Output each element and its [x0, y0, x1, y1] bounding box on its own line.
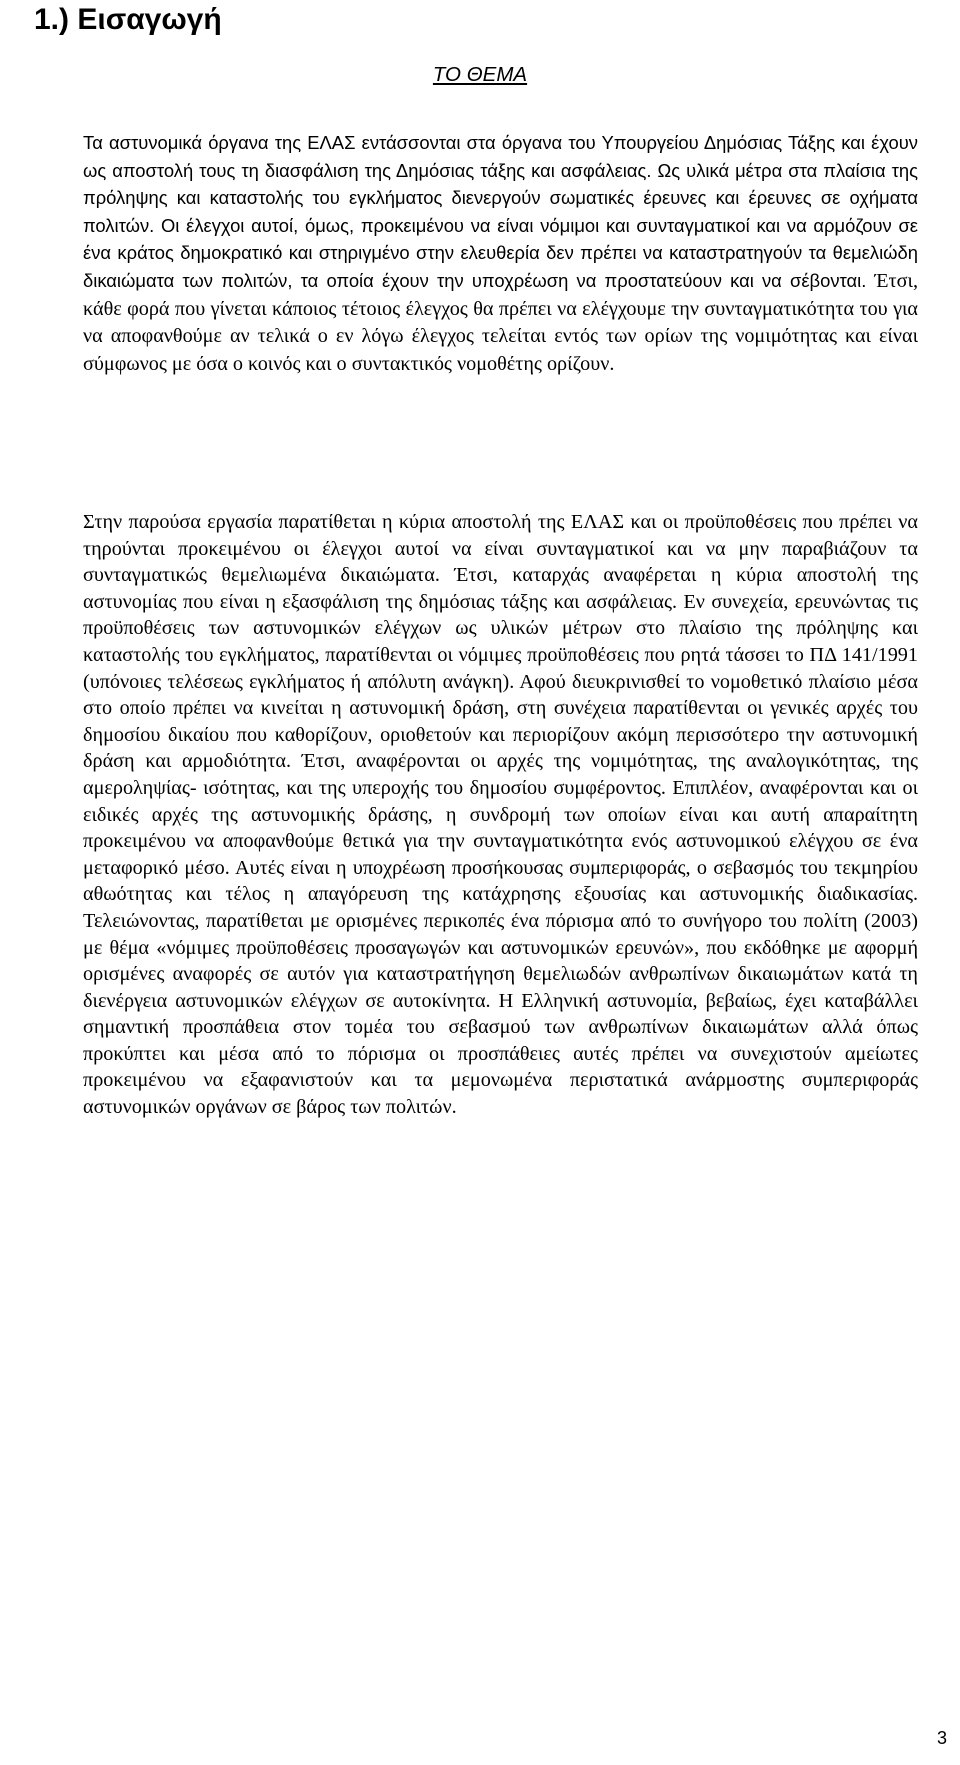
paragraph-1	[5, 130, 918, 378]
paragraph-1-sans-text: Τα αστυνομικά όργανα της ΕΛΑΣ εντάσσονται στα όργανα του Υπουργείου Δημόσιας Τάξης και έχουν ως αποστολή τους τη διασφάλιση της Δημόσιας τάξης και ασφάλειας. Ως υλικά μέτρα στα πλαίσια της πρόληψης και καταστολής του εγκλήματος διενεργούν σωματικές έρευνες και έρευνες σε οχήματα πολιτών. Οι έλεγχοι αυτοί, όμως, προκειμένου να είναι νόμιμοι και συνταγματικοί και να αρμόζουν σε ένα κράτος δημοκρατικό και στηριγμένο στην ελευθερία δεν πρέπει να καταστρατηγούν τα θεμελιώδη δικαιώματα των πολιτών, τα οποία έχουν την υποχρέωση να προστατεύουν και να σέβονται.	[83, 132, 918, 291]
section-heading: 1.) Εισαγωγή	[34, 3, 222, 36]
section-subtitle: ΤΟ ΘΕΜΑ	[432, 63, 528, 86]
page-number: 3	[936, 1728, 947, 1748]
paragraph-1-serif-text: Έτσι, κάθε φορά που γίνεται κάποιος τέτοιος έλεγχος θα πρέπει να ελέγχουμε την συνταγματικότητα του για να αποφανθούμε αν τελικά ο εν λόγω έλεγχος τελείται εντός των ορίων της νομιμότητας και είναι σύμφωνος με όσα ο κοινός και ο συντακτικός νομοθέτης ορίζουν.	[83, 269, 918, 375]
paragraph-2: Στην παρούσα εργασία παρατίθεται η κύρια αποστολή της ΕΛΑΣ και οι προϋποθέσεις που πρέπει να τηρούνται προκειμένου οι έλεγχοι αυτοί να είναι συνταγματικοί και να μην παραβιάζουν τα συνταγματικώς θεμελιωμένα δικαιώματα. Έτσι, καταρχάς αναφέρεται η κύρια αποστολή της αστυνομίας που είναι η εξασφάλιση της δημόσιας τάξης και ασφάλειας. Εν συνεχεία, ερευνώντας τις προϋποθέσεις των αστυνομικών ελέγχων ως υλικών μέτρων στο πλαίσιο της πρόληψης και καταστολής του εγκλήματος, παρατίθενται οι νόμιμες προϋποθέσεις που ρητά τάσσει το ΠΔ 141/1991 (υπόνοιες τελέσεως εγκλήματος ή απόλυτη ανάγκη). Αφού διευκρινισθεί το νομοθετικό πλαίσιο μέσα στο οποίο πρέπει να κινείται η αστυνομική δράση, στη συνέχεια παρατίθενται οι γενικές αρχές του δημοσίου δικαίου που καθορίζουν, οριοθετούν και περιορίζουν ακόμη περισσότερο την αστυνομική δράση και αρμοδιότητα. Έτσι, αναφέρονται οι αρχές της νομιμότητας, της αναλογικότητας, της αμεροληψίας- ισότητας, και της υπεροχής του δημοσίου συμφέροντος. Επιπλέον, αναφέρονται και οι ειδικές αρχές της αστυνομικής δράσης, η συνδρομή των οποίων είναι και αυτή απαραίτητη προκειμένου να αποφανθούμε θετικά για την συνταγματικότητα ενός αστυνομικού ελέγχου σε ένα μεταφορικό μέσο. Αυτές είναι η υποχρέωση προσήκουσας συμπεριφοράς, ο σεβασμός του τεκμηρίου αθωότητας και τέλος η απαγόρευση της κατάχρησης εξουσίας και αστυνομικής διαδικασίας. Τελειώνοντας, παρατίθεται με ορισμένες περικοπές ένα πόρισμα από το συνήγορο του πολίτη (2003) με θέμα «νόμιμες προϋποθέσεις προσαγωγών και αστυνομικών ερευνών», που εκδόθηκε με αφορμή ορισμένες αναφορές σε αυτόν για καταστρατήγηση θεμελιωδών ανθρωπίνων δικαιωμάτων κατά τη διενέργεια αστυνομικών ελέγχων σε αυτοκίνητα. Η Ελληνική αστυνομία, βεβαίως, έχει καταβάλλει σημαντική προσπάθεια στον τομέα του σεβασμού των ανθρωπίνων δικαιωμάτων αλλά όπως προκύπτει και μέσα από το πόρισμα οι προσπάθειες αυτές πρέπει να συνεχιστούν αμείωτες προκειμένου να εξαφανιστούν και τα μεμονωμένα περιστατικά ανάρμοστης συμπεριφοράς αστυνομικών οργάνων σε βάρος των πολιτών.	[83, 511, 918, 1119]
